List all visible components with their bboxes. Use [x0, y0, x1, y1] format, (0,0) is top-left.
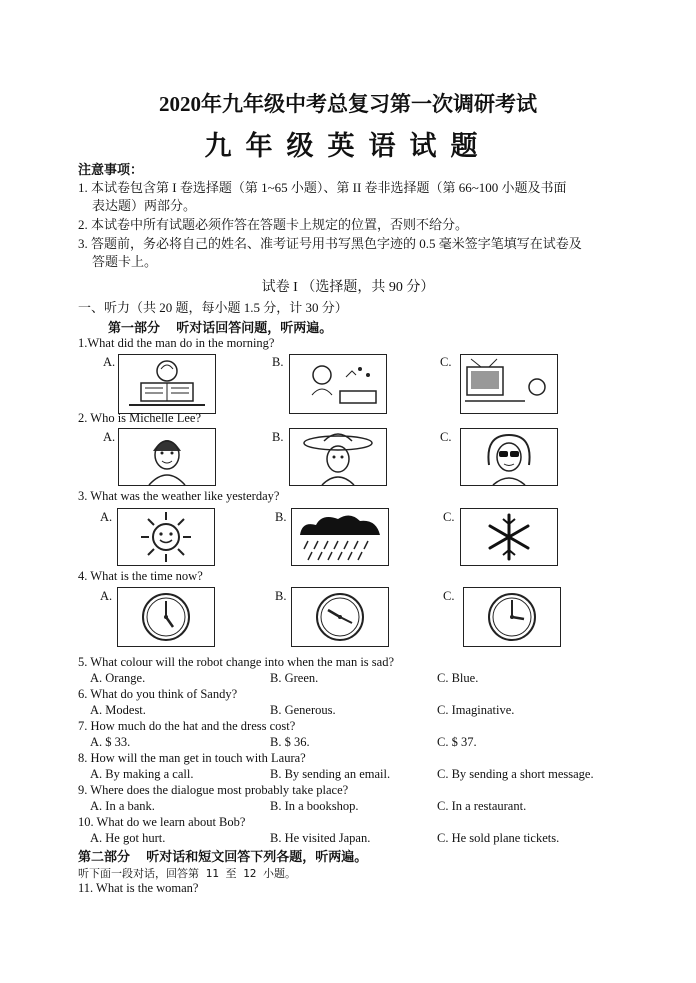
option-a: A. In a bank.: [90, 799, 155, 813]
option-b: B. Generous.: [270, 703, 336, 717]
option-label-b: B.: [275, 510, 287, 524]
part2-instruction: 听下面一段对话，回答第 11 至 12 小题。: [78, 867, 296, 880]
notes-heading: 注意事项：: [78, 162, 144, 177]
question-8: 8. How will the man get in touch with Laura?: [78, 751, 306, 765]
reading-man-icon: [118, 354, 216, 414]
option-label-a: A.: [100, 510, 113, 524]
option-a: A. He got hurt.: [90, 831, 166, 845]
section-title: 一、听力（共 20 题，每小题 1.5 分，计 30 分）: [78, 300, 348, 315]
note-1-cont: 表达题）两部分。: [92, 198, 197, 213]
option-a: A. Modest.: [90, 703, 146, 717]
option-label-c: C.: [443, 589, 455, 603]
question-11: 11. What is the woman?: [78, 881, 199, 895]
option-label-b: B.: [272, 355, 284, 369]
sunglasses-woman-icon: [460, 428, 558, 486]
option-b: B. Green.: [270, 671, 319, 685]
piano-player-icon: [289, 354, 387, 414]
question-1: 1.What did the man do in the morning?: [78, 336, 275, 350]
option-label-b: B.: [272, 430, 284, 444]
rain-cloud-icon: [291, 508, 389, 566]
option-label-b: B.: [275, 589, 287, 603]
clock-icon: [117, 587, 215, 647]
option-c: C. In a restaurant.: [437, 799, 527, 813]
question-6: 6. What do you think of Sandy?: [78, 687, 238, 701]
option-a: A. By making a call.: [90, 767, 194, 781]
exam-subtitle: 九年级英语试题: [204, 131, 492, 161]
short-hair-woman-icon: [118, 428, 216, 486]
part2-title: 第二部分 听对话和短文回答下列各题，听两遍。: [78, 849, 368, 864]
option-b: B. By sending an email.: [270, 767, 391, 781]
note-3: 3. 答题前，务必将自己的姓名、准考证号用书写黑色字迹的 0.5 毫米签字笔填写在试卷及: [78, 236, 582, 251]
question-10: 10. What do we learn about Bob?: [78, 815, 246, 829]
question-3: 3. What was the weather like yesterday?: [78, 489, 280, 503]
question-2: 2. Who is Michelle Lee?: [78, 411, 201, 425]
hat-woman-icon: [289, 428, 387, 486]
option-c: C. Blue.: [437, 671, 479, 685]
option-label-a: A.: [103, 355, 116, 369]
sun-icon: [117, 508, 215, 566]
exam-title: 2020年九年级中考总复习第一次调研考试: [159, 92, 537, 116]
option-c: C. He sold plane tickets.: [437, 831, 560, 845]
television-icon: [460, 354, 558, 414]
note-2: 2. 本试卷中所有试题必须作答在答题卡上规定的位置，否则不给分。: [78, 217, 469, 232]
option-b: B. He visited Japan.: [270, 831, 371, 845]
question-4: 4. What is the time now?: [78, 569, 203, 583]
option-b: B. $ 36.: [270, 735, 310, 749]
paper-title: 试卷 I （选择题，共 90 分）: [261, 280, 435, 295]
note-1: 1. 本试卷包含第 I 卷选择题（第 1~65 小题）、第 II 卷非选择题（第 66~100 小题及书面: [78, 180, 567, 195]
option-label-a: A.: [100, 589, 113, 603]
snowflake-icon: [460, 508, 558, 566]
note-3-cont: 答题卡上。: [92, 254, 158, 269]
option-label-c: C.: [440, 355, 452, 369]
clock-icon: [291, 587, 389, 647]
option-c: C. Imaginative.: [437, 703, 515, 717]
option-label-c: C.: [440, 430, 452, 444]
question-5: 5. What colour will the robot change into when the man is sad?: [78, 655, 395, 669]
question-7: 7. How much do the hat and the dress cost?: [78, 719, 296, 733]
question-9: 9. Where does the dialogue most probably take place?: [78, 783, 349, 797]
option-a: A. Orange.: [90, 671, 146, 685]
clock-icon: [463, 587, 561, 647]
option-label-c: C.: [443, 510, 455, 524]
option-b: B. In a bookshop.: [270, 799, 359, 813]
option-label-a: A.: [103, 430, 116, 444]
part1-title: 第一部分 听对话回答问题，听两遍。: [108, 320, 333, 335]
option-c: C. $ 37.: [437, 735, 477, 749]
option-a: A. $ 33.: [90, 735, 131, 749]
option-c: C. By sending a short message.: [437, 767, 594, 781]
